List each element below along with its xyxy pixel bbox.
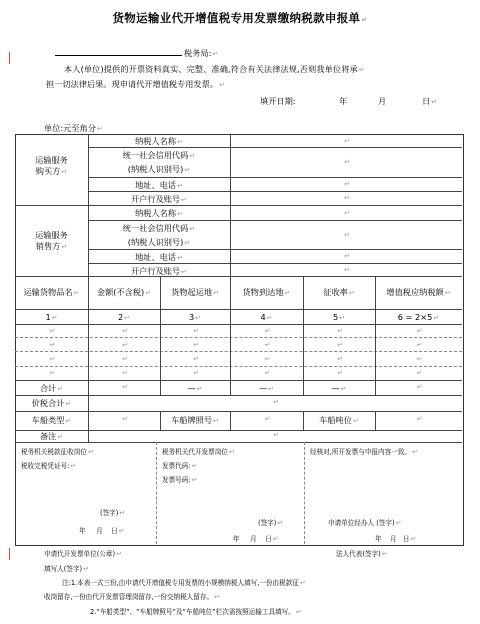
col-number-3: 3↵ <box>188 312 202 322</box>
header-rate: 征收率↵ <box>323 287 355 297</box>
header-destination: 货物到达地↵ <box>242 287 291 297</box>
seller-credit-code-label: 统一社会信用代码↵ <box>122 223 196 233</box>
seller-bank-label: 开户行及账号↵ <box>130 266 187 276</box>
buyer-taxid-label: (纳税人识别号)↵ <box>127 164 191 174</box>
vehicle-tonnage-label: 车船吨位↵ <box>319 415 359 425</box>
note-2: 2.“车船类型”、“车船牌照号”及“车船吨位”栏次需按照运输工具填写。↵ <box>90 608 302 616</box>
tax-collection-post-label: 税务机关税款征收岗位↵ <box>21 448 94 456</box>
seller-credit-code-value[interactable]: ↵ <box>344 231 350 239</box>
fill-date-year: 年 <box>339 96 348 106</box>
filler-signature-label: 填写人(签字)↵ <box>44 565 89 573</box>
header-vat: 增值税应纳税额↵ <box>386 287 451 297</box>
applicant-seal-label: 申请代开发票单位(公章)↵ <box>44 550 122 558</box>
tax-office-underline[interactable] <box>55 55 182 56</box>
total-label: 合计↵ <box>39 383 64 393</box>
remark-value[interactable]: ↵ <box>273 431 279 439</box>
margin-mark <box>9 52 10 64</box>
applicant-handler-signature: 申请单位经办人 (签字)↵ <box>328 519 402 527</box>
buyer-credit-code-value[interactable]: ↵ <box>344 158 350 166</box>
legal-rep-signature-label: 法人代表(签字)↵ <box>336 550 388 558</box>
buyer-bank-label: 开户行及账号↵ <box>130 194 187 204</box>
col-number-1: 1↵ <box>45 312 58 322</box>
total-destination-dash: —↵ <box>258 383 275 393</box>
vehicle-plate-label: 车船牌照号↵ <box>171 415 219 425</box>
margin-mark <box>9 548 10 560</box>
fill-date-day: 日↵ <box>422 96 438 106</box>
buyer-bank-value[interactable]: ↵ <box>344 194 350 202</box>
invoice-code-label: 发票代码:↵ <box>162 462 198 470</box>
col-number-2: 2↵ <box>117 312 131 322</box>
invoice-issue-post-label: 税务机关代开发票岗位↵ <box>162 448 235 456</box>
declaration-table: 运输服务 购买方↵ 纳税人名称↵ 统一社会信用代码↵ (纳税人识别号)↵ 地址、电话↵ 开户行及账号↵ ↵ ↵ ↵ ↵ 运输服务 销售方↵ 纳税人名称↵ 统一社会信用代码↵ (纳税人识别号)↵ 地址、电话↵ 开户行及账号↵ ↵ ↵ ↵ ↵ 运输货物品名↵ 金额(不含税)↵ 货物起运地↵ 货物到达地↵ 征收率↵ 增值税应纳税额↵ 1↵ 2↵ 3↵ 4↵ 5↵ 6 = 2×5↵ ↵ ↵ ↵ ↵ ↵ ↵ ↵ ↵ ↵ ↵ ↵ ↵ ↵ ↵ ↵ ↵ ↵ ↵ ↵ ↵ ↵ ↵ ↵ ↵ 合计↵ —↵ —↵ —↵ ↵ ↵ 价税合计↵ ↵ 车船类型↵ 车船牌照号↵ 车船吨位↵ ↵ ↵ ↵ 备注↵ ↵ 税务机关税款征收岗位↵ 税收完税凭证号:↵ (签字)↵ 年 月 日↵ 税务机关代开发票岗位↵ 发票代码:↵ 发票号码:↵ (签字)↵ 年 月 日↵ 经核对,所开发票与申报内容一致。↵ 申请单位经办人 (签字)↵ 年 月 日↵ <box>15 134 464 546</box>
seller-bank-value[interactable]: ↵ <box>344 266 350 274</box>
col-number-5: 5↵ <box>332 312 346 322</box>
seller-group-label: 运输服务 销售方↵ <box>35 230 68 252</box>
tax-receipt-number-label: 税收完税凭证号:↵ <box>21 462 77 470</box>
total-rate-dash: —↵ <box>331 383 347 393</box>
fill-date-label: 填开日期: <box>260 96 296 106</box>
total-amount-value[interactable]: ↵ <box>122 383 128 391</box>
unit-label: 单位:元至角分↵ <box>44 123 103 133</box>
header-goods-name: 运输货物品名↵ <box>23 287 80 297</box>
buyer-name-label: 纳税人名称↵ <box>135 136 183 146</box>
invoice-issue-date: 年 月 日↵ <box>233 535 279 543</box>
invoice-issue-signature: (签字)↵ <box>258 519 284 527</box>
tax-collection-signature: (签字)↵ <box>100 509 126 517</box>
declaration-line-2: 担一切法律后果。现申请代开增值税专用发票。↵ <box>46 79 225 89</box>
form-title: 货物运输业代开增值税专用发票缴纳税款申报单↵ <box>112 11 368 25</box>
note-1-line-1: 注:1.本表一式三份,由申请代开增值税专用发票的小规模纳税人填写,一份由税款征↵ <box>62 579 306 587</box>
seller-address-label: 地址、电话↵ <box>135 252 183 262</box>
seller-taxid-label: (纳税人识别号)↵ <box>127 237 191 247</box>
vehicle-type-label: 车船类型↵ <box>31 415 72 425</box>
seller-address-value[interactable]: ↵ <box>344 252 350 260</box>
total-vat-value[interactable]: ↵ <box>416 383 423 391</box>
buyer-credit-code-label: 统一社会信用代码↵ <box>122 150 196 160</box>
price-total-value[interactable]: ↵ <box>273 398 279 406</box>
remark-label: 备注↵ <box>39 431 64 441</box>
fill-date-month: 月 <box>378 96 387 106</box>
tax-office-label: 税务局:↵ <box>184 48 219 58</box>
declaration-line-1: 本人(单位)提供的开票资料真实、完整、准确,符合有关法律法规,否则我单位将承↵ <box>64 64 365 74</box>
note-1-line-2: 收岗留存,一份由代开发票管理岗留存,一份交纳税人留存。↵ <box>44 593 220 601</box>
buyer-name-value[interactable]: ↵ <box>344 137 350 145</box>
applicant-handler-date: 年 月 日↵ <box>375 535 417 543</box>
buyer-address-value[interactable]: ↵ <box>344 180 350 188</box>
header-origin: 货物起运地↵ <box>171 287 219 297</box>
vehicle-tonnage-value[interactable]: ↵ <box>416 415 423 423</box>
invoice-number-label: 发票号码:↵ <box>162 476 198 484</box>
col-number-4: 4↵ <box>260 312 273 322</box>
vehicle-type-value[interactable]: ↵ <box>122 415 128 423</box>
header-amount: 金额(不含税)↵ <box>96 287 152 297</box>
buyer-group-label: 运输服务 购买方↵ <box>35 155 68 177</box>
seller-name-label: 纳税人名称↵ <box>135 208 183 218</box>
verification-statement: 经核对,所开发票与申报内容一致。↵ <box>310 448 418 456</box>
tax-collection-date: 年 月 日↵ <box>79 527 125 535</box>
vehicle-plate-value[interactable]: ↵ <box>264 415 271 423</box>
seller-name-value[interactable]: ↵ <box>344 209 350 217</box>
price-total-label: 价税合计↵ <box>31 398 72 408</box>
col-number-6: 6 = 2×5↵ <box>397 312 440 322</box>
total-origin-dash: —↵ <box>187 383 203 393</box>
buyer-address-label: 地址、电话↵ <box>135 180 183 190</box>
